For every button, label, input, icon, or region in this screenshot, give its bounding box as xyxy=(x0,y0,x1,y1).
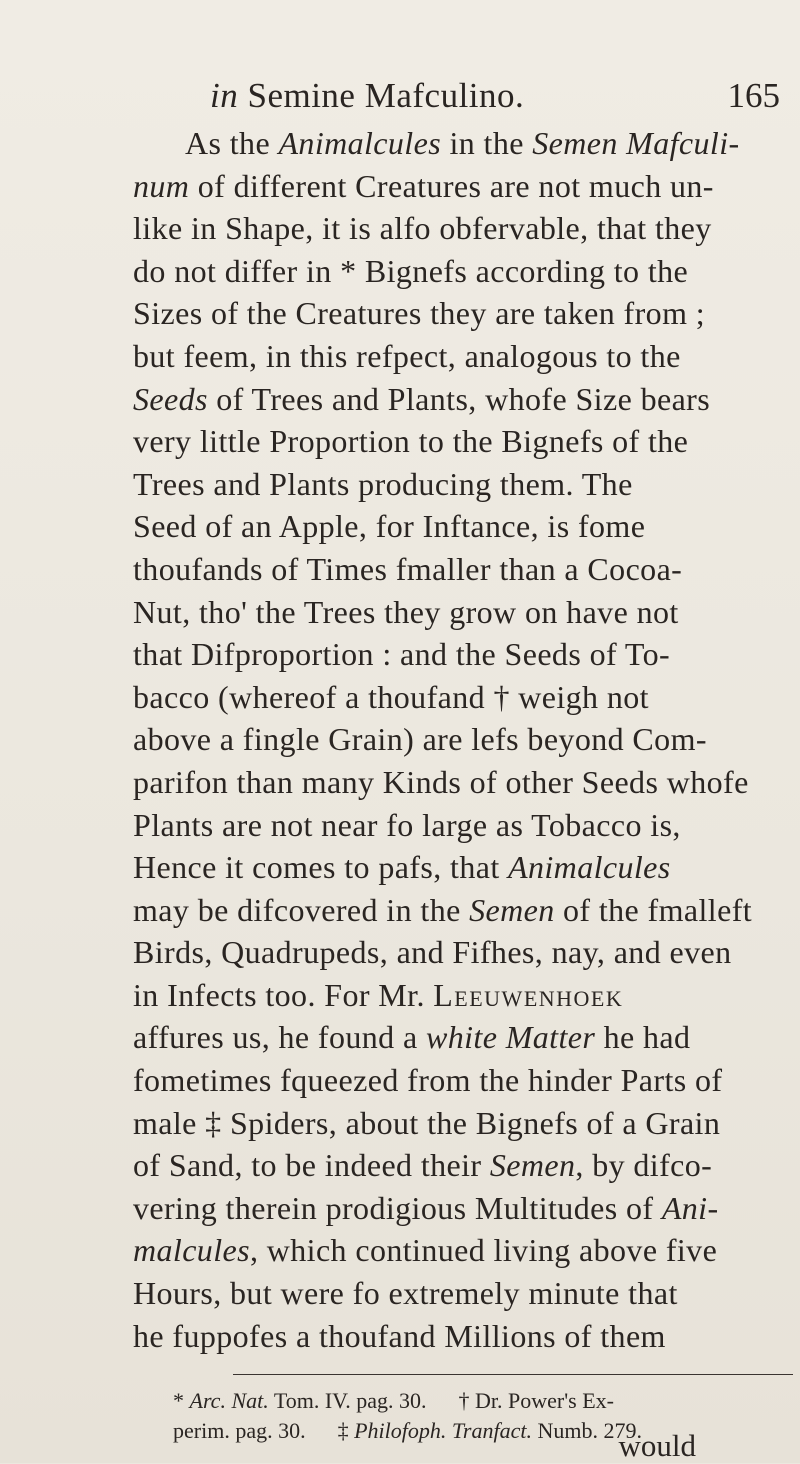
text-line: Hours, but were fo extremely minute that xyxy=(133,1275,678,1312)
footnote-mark: ‡ xyxy=(337,1418,355,1443)
text-line: male ‡ Spiders, about the Bignefs of a Grain xyxy=(133,1104,721,1141)
text-run: he had xyxy=(595,1019,691,1056)
italic-run: Ani- xyxy=(661,1189,719,1226)
footnote-mark: * xyxy=(173,1388,190,1413)
italic-run: Semen xyxy=(469,891,555,928)
text-line xyxy=(133,1229,800,1272)
italic-run: Semen Mafculi- xyxy=(532,125,740,161)
text-run: of Trees and Plants, whofe Size bears xyxy=(207,380,711,417)
italic-run: white Matter xyxy=(425,1019,596,1056)
text-line xyxy=(133,122,800,165)
text-line: do not differ in * Bignefs according to the xyxy=(133,252,689,289)
text-line xyxy=(133,378,800,421)
catchword: would xyxy=(618,1428,696,1463)
text-run: , which continued living above five xyxy=(249,1232,718,1269)
text-line: Nut, tho' the Trees they grow on have not xyxy=(133,593,679,630)
text-run: of different Creatures are not much un- xyxy=(189,167,714,204)
text-line: that Difproportion : and the Seeds of To- xyxy=(133,636,671,673)
footnote-line xyxy=(173,1416,793,1446)
text-run: affures us, he found a xyxy=(133,1019,426,1056)
text-line: but feem, in this refpect, analogous to the xyxy=(133,337,681,374)
running-head xyxy=(210,76,524,116)
text-line xyxy=(133,1187,800,1230)
italic-run: Seeds xyxy=(133,380,208,417)
italic-run: num xyxy=(133,167,190,204)
text-line: Sizes of the Creatures they are taken from ; xyxy=(133,295,706,332)
text-run: in the xyxy=(441,125,533,161)
text-line: parifon than many Kinds of other Seeds whofe xyxy=(133,763,749,800)
text-line: above a fingle Grain) are lefs beyond Com- xyxy=(133,721,707,758)
text-line: Plants are not near fo large as Tobacco is, xyxy=(133,806,681,843)
page-number: 165 xyxy=(727,76,780,115)
text-line: Seed of an Apple, for Inftance, is fome xyxy=(133,508,646,545)
footnote-rule xyxy=(233,1374,793,1375)
text-line xyxy=(133,1144,800,1187)
text-run: As the xyxy=(185,125,279,161)
text-run: Tom. IV. pag. 30. xyxy=(268,1388,427,1413)
italic-run: Arc. Nat. xyxy=(189,1388,269,1413)
italic-run: Animalcules xyxy=(278,125,442,161)
small-caps-run: Leeuwenhoek xyxy=(433,976,624,1013)
text-line: bacco (whereof a thoufand † weigh not xyxy=(133,678,649,715)
italic-run: Animalcules xyxy=(508,849,671,886)
text-run: Hence it comes to pafs, that xyxy=(133,849,509,886)
italic-run: Philofoph. Tranfact. xyxy=(354,1418,532,1443)
text-run: perim. pag. 30. xyxy=(173,1418,306,1443)
text-line: Trees and Plants producing them. The xyxy=(133,465,633,502)
text-run: of the fmalleft xyxy=(554,891,753,928)
text-run: may be difcovered in the xyxy=(133,891,470,928)
text-run: of Sand, to be indeed their xyxy=(133,1147,490,1184)
text-line: thoufands of Times fmaller than a Cocoa- xyxy=(133,550,683,587)
text-run: vering therein prodigious Multitudes of xyxy=(133,1189,662,1226)
text-line: like in Shape, it is alfo obfervable, that they xyxy=(133,210,712,247)
footnote-line xyxy=(173,1386,793,1416)
text-line xyxy=(133,165,800,208)
text-line: he fuppofes a thoufand Millions of them xyxy=(133,1317,666,1354)
text-line xyxy=(133,846,800,889)
text-line xyxy=(133,1016,800,1059)
text-run: † Dr. Power's Ex- xyxy=(458,1388,615,1413)
text-line xyxy=(133,889,800,932)
running-head-title: Semine Mafculino. xyxy=(247,76,525,115)
text-line: Birds, Quadrupeds, and Fifhes, nay, and even xyxy=(133,934,732,971)
page-header xyxy=(210,76,780,116)
italic-run: Semen xyxy=(489,1147,576,1184)
text-line xyxy=(133,974,800,1017)
footnotes xyxy=(173,1386,793,1446)
body-text xyxy=(133,122,800,1357)
text-run: Numb. 279. xyxy=(531,1418,642,1443)
running-head-prefix: in xyxy=(210,76,239,115)
text-run: in Infects too. For Mr. xyxy=(133,976,434,1013)
text-line: fometimes fqueezed from the hinder Parts of xyxy=(133,1062,723,1099)
italic-run: malcules xyxy=(133,1232,250,1269)
text-run: , by difco- xyxy=(575,1147,713,1184)
text-line: very little Proportion to the Bignefs of the xyxy=(133,423,689,460)
